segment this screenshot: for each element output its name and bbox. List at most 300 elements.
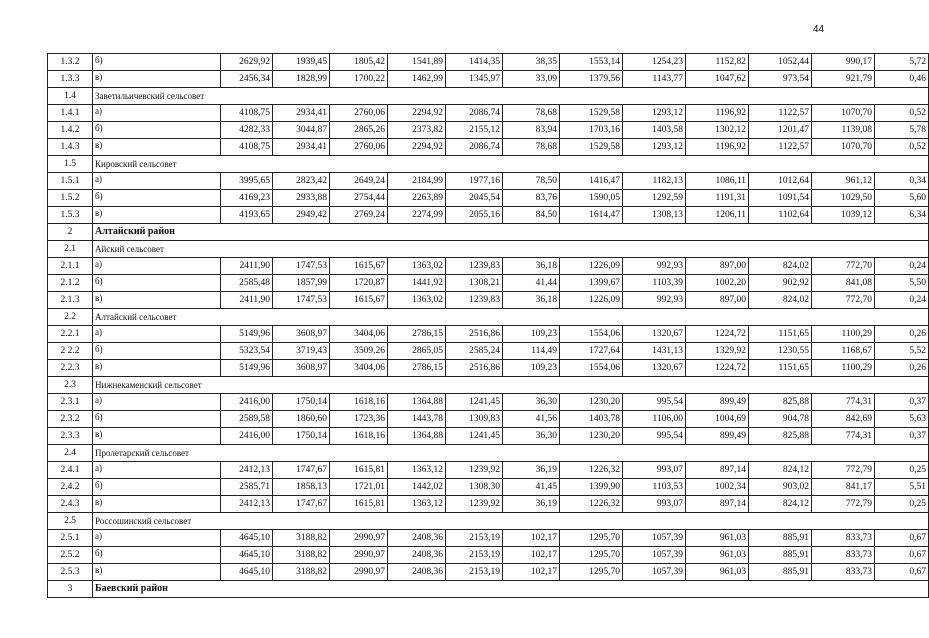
value-cell: 0,25 (875, 496, 929, 513)
value-cell: 1293,12 (623, 105, 686, 122)
value-cell: 1100,29 (812, 326, 875, 343)
value-cell: 83,76 (503, 190, 560, 207)
value-cell: 3719,43 (273, 343, 330, 360)
row-code: 2.1.2 (48, 275, 93, 292)
value-cell: 1700,22 (330, 71, 388, 88)
value-cell: 824,02 (749, 258, 812, 275)
value-cell: 921,79 (812, 71, 875, 88)
row-code: 2.2.1 (48, 326, 93, 343)
row-code: 2.1 (48, 241, 93, 258)
value-cell: 1039,12 (812, 207, 875, 224)
value-cell: 1230,20 (560, 394, 623, 411)
value-cell: 1320,67 (623, 360, 686, 377)
value-cell: 3509,26 (330, 343, 388, 360)
value-cell: 2153,19 (446, 547, 503, 564)
table-row (48, 71, 929, 88)
row-code: 2.4 (48, 445, 93, 462)
value-cell: 2184,99 (388, 173, 446, 190)
value-cell: 841,17 (812, 479, 875, 496)
table-row (48, 428, 929, 445)
row-code: 1.4.1 (48, 105, 93, 122)
value-cell: 33,09 (503, 71, 560, 88)
value-cell: 1103,53 (623, 479, 686, 496)
value-cell: 36,18 (503, 258, 560, 275)
value-cell: 1226,32 (560, 496, 623, 513)
value-cell: 1805,42 (330, 54, 388, 71)
value-cell: 2411,90 (221, 258, 273, 275)
value-cell: 0,37 (875, 394, 929, 411)
value-cell: 1747,67 (273, 462, 330, 479)
value-cell: 2786,15 (388, 360, 446, 377)
row-label: а) (93, 530, 221, 547)
value-cell: 1293,12 (623, 139, 686, 156)
value-cell: 833,73 (812, 547, 875, 564)
value-cell: 1308,21 (446, 275, 503, 292)
value-cell: 841,08 (812, 275, 875, 292)
value-cell: 1363,02 (388, 258, 446, 275)
value-cell: 1403,78 (560, 411, 623, 428)
row-label: а) (93, 394, 221, 411)
value-cell: 114,49 (503, 343, 560, 360)
value-cell: 1703,16 (560, 122, 623, 139)
value-cell: 995,54 (623, 428, 686, 445)
row-code: 2.1.1 (48, 258, 93, 275)
value-cell: 992,93 (623, 258, 686, 275)
value-cell: 1618,16 (330, 428, 388, 445)
value-cell: 2412,13 (221, 496, 273, 513)
district-header-row (48, 224, 929, 241)
value-cell: 102,17 (503, 564, 560, 581)
value-cell: 1443,78 (388, 411, 446, 428)
value-cell: 2516,86 (446, 326, 503, 343)
value-cell: 4108,75 (221, 139, 273, 156)
value-cell: 1860,60 (273, 411, 330, 428)
value-cell: 961,12 (812, 173, 875, 190)
value-cell: 2274,99 (388, 207, 446, 224)
value-cell: 993,07 (623, 462, 686, 479)
value-cell: 1047,62 (686, 71, 749, 88)
value-cell: 41,56 (503, 411, 560, 428)
row-label: в) (93, 428, 221, 445)
row-code: 1.5.1 (48, 173, 93, 190)
table-row (48, 122, 929, 139)
row-label: а) (93, 258, 221, 275)
value-cell: 1295,70 (560, 530, 623, 547)
settlement-header-row (48, 377, 929, 394)
value-cell: 1414,35 (446, 54, 503, 71)
value-cell: 2294,92 (388, 105, 446, 122)
value-cell: 3188,82 (273, 547, 330, 564)
row-label: а) (93, 173, 221, 190)
row-label: б) (93, 411, 221, 428)
value-cell: 1553,14 (560, 54, 623, 71)
settlement-header-row (48, 156, 929, 173)
value-cell: 4169,23 (221, 190, 273, 207)
value-cell: 1721,01 (330, 479, 388, 496)
row-label: б) (93, 479, 221, 496)
table-row (48, 462, 929, 479)
value-cell: 1590,05 (560, 190, 623, 207)
value-cell: 1226,32 (560, 462, 623, 479)
row-label: в) (93, 564, 221, 581)
row-label: б) (93, 343, 221, 360)
value-cell: 1554,06 (560, 326, 623, 343)
value-cell: 2865,26 (330, 122, 388, 139)
row-code: 2.5.3 (48, 564, 93, 581)
value-cell: 1442,02 (388, 479, 446, 496)
page-number: 44 (813, 24, 825, 35)
row-code: 2.4.2 (48, 479, 93, 496)
row-code: 1.4 (48, 88, 93, 105)
value-cell: 961,03 (686, 547, 749, 564)
value-cell: 1070,70 (812, 139, 875, 156)
row-label: а) (93, 105, 221, 122)
settlement-header-row (48, 309, 929, 326)
value-cell: 825,88 (749, 394, 812, 411)
value-cell: 78,68 (503, 105, 560, 122)
value-cell: 992,93 (623, 292, 686, 309)
value-cell: 2585,24 (446, 343, 503, 360)
value-cell: 2990,97 (330, 530, 388, 547)
table-row (48, 343, 929, 360)
value-cell: 5149,96 (221, 326, 273, 343)
settlement-header-row (48, 513, 929, 530)
value-cell: 1241,45 (446, 394, 503, 411)
value-cell: 1308,30 (446, 479, 503, 496)
value-cell: 1122,57 (749, 105, 812, 122)
value-cell: 885,91 (749, 530, 812, 547)
value-cell: 1152,82 (686, 54, 749, 71)
table-row (48, 173, 929, 190)
row-label: в) (93, 139, 221, 156)
row-label: в) (93, 496, 221, 513)
value-cell: 36,19 (503, 462, 560, 479)
row-code: 2 2.2 (48, 343, 93, 360)
value-cell: 1206,11 (686, 207, 749, 224)
value-cell: 1191,31 (686, 190, 749, 207)
value-cell: 2153,19 (446, 564, 503, 581)
value-cell: 961,03 (686, 564, 749, 581)
row-code: 2 (48, 224, 93, 241)
value-cell: 0,67 (875, 547, 929, 564)
value-cell: 2408,36 (388, 547, 446, 564)
value-cell: 2408,36 (388, 564, 446, 581)
value-cell: 2589,58 (221, 411, 273, 428)
value-cell: 1364,88 (388, 394, 446, 411)
table-row (48, 139, 929, 156)
value-cell: 1541,89 (388, 54, 446, 71)
value-cell: 2412,13 (221, 462, 273, 479)
row-code: 2.4.1 (48, 462, 93, 479)
value-cell: 1720,87 (330, 275, 388, 292)
value-cell: 1196,92 (686, 139, 749, 156)
value-cell: 772,79 (812, 496, 875, 513)
value-cell: 1462,99 (388, 71, 446, 88)
value-cell: 2155,12 (446, 122, 503, 139)
value-cell: 973,54 (749, 71, 812, 88)
value-cell: 2408,36 (388, 530, 446, 547)
district-name: Баевский район (93, 581, 929, 598)
value-cell: 4282,33 (221, 122, 273, 139)
value-cell: 1345,97 (446, 71, 503, 88)
value-cell: 1363,12 (388, 462, 446, 479)
row-code: 1.4.2 (48, 122, 93, 139)
table-row (48, 479, 929, 496)
settlement-name: Россошинский сельсовет (93, 513, 929, 530)
value-cell: 102,17 (503, 547, 560, 564)
table-row (48, 190, 929, 207)
value-cell: 961,03 (686, 530, 749, 547)
value-cell: 1230,55 (749, 343, 812, 360)
value-cell: 4193,65 (221, 207, 273, 224)
value-cell: 1295,70 (560, 564, 623, 581)
value-cell: 2086,74 (446, 105, 503, 122)
value-cell: 5149,96 (221, 360, 273, 377)
value-cell: 1151,65 (749, 360, 812, 377)
value-cell: 772,70 (812, 292, 875, 309)
row-code: 1.3.3 (48, 71, 93, 88)
value-cell: 2934,41 (273, 139, 330, 156)
value-cell: 2263,89 (388, 190, 446, 207)
value-cell: 1239,83 (446, 292, 503, 309)
table-row (48, 496, 929, 513)
table-row (48, 547, 929, 564)
table-row (48, 105, 929, 122)
row-code: 2.3.3 (48, 428, 93, 445)
value-cell: 2456,34 (221, 71, 273, 88)
value-cell: 903,02 (749, 479, 812, 496)
value-cell: 109,23 (503, 360, 560, 377)
value-cell: 2760,06 (330, 139, 388, 156)
settlement-name: Заветильичевский сельсовет (93, 88, 929, 105)
value-cell: 38,35 (503, 54, 560, 71)
value-cell: 2769,24 (330, 207, 388, 224)
value-cell: 2990,97 (330, 564, 388, 581)
value-cell: 5,78 (875, 122, 929, 139)
value-cell: 2373,82 (388, 122, 446, 139)
value-cell: 2990,97 (330, 547, 388, 564)
value-cell: 1057,39 (623, 564, 686, 581)
table-row (48, 292, 929, 309)
row-code: 2.2 (48, 309, 93, 326)
row-code: 1.3.2 (48, 54, 93, 71)
value-cell: 1224,72 (686, 360, 749, 377)
value-cell: 0,67 (875, 564, 929, 581)
value-cell: 897,14 (686, 462, 749, 479)
table-row (48, 258, 929, 275)
value-cell: 902,92 (749, 275, 812, 292)
value-cell: 772,70 (812, 258, 875, 275)
value-cell: 824,12 (749, 462, 812, 479)
value-cell: 0,37 (875, 428, 929, 445)
value-cell: 1399,67 (560, 275, 623, 292)
value-cell: 36,30 (503, 394, 560, 411)
value-cell: 1441,92 (388, 275, 446, 292)
value-cell: 1615,81 (330, 496, 388, 513)
value-cell: 1554,06 (560, 360, 623, 377)
value-cell: 1363,12 (388, 496, 446, 513)
value-cell: 1239,92 (446, 462, 503, 479)
row-label: б) (93, 547, 221, 564)
value-cell: 0,46 (875, 71, 929, 88)
value-cell: 2585,48 (221, 275, 273, 292)
value-cell: 78,68 (503, 139, 560, 156)
row-code: 2.4.3 (48, 496, 93, 513)
row-code: 2.5.1 (48, 530, 93, 547)
value-cell: 2055,16 (446, 207, 503, 224)
value-cell: 2416,00 (221, 428, 273, 445)
value-cell: 2754,44 (330, 190, 388, 207)
value-cell: 1002,34 (686, 479, 749, 496)
row-code: 2.3.2 (48, 411, 93, 428)
value-cell: 1363,02 (388, 292, 446, 309)
value-cell: 4645,10 (221, 530, 273, 547)
value-cell: 41,45 (503, 479, 560, 496)
row-code: 2.5.2 (48, 547, 93, 564)
value-cell: 1828,99 (273, 71, 330, 88)
value-cell: 2649,24 (330, 173, 388, 190)
value-cell: 2934,41 (273, 105, 330, 122)
value-cell: 2786,15 (388, 326, 446, 343)
value-cell: 825,88 (749, 428, 812, 445)
value-cell: 1727,64 (560, 343, 623, 360)
value-cell: 5,60 (875, 190, 929, 207)
value-cell: 1295,70 (560, 547, 623, 564)
value-cell: 1029,50 (812, 190, 875, 207)
value-cell: 36,30 (503, 428, 560, 445)
value-cell: 41,44 (503, 275, 560, 292)
row-label: в) (93, 360, 221, 377)
value-cell: 842,69 (812, 411, 875, 428)
table-row (48, 275, 929, 292)
value-cell: 1750,14 (273, 428, 330, 445)
value-cell: 2865,05 (388, 343, 446, 360)
district-name: Алтайский район (93, 224, 929, 241)
value-cell: 0,25 (875, 462, 929, 479)
value-cell: 774,31 (812, 394, 875, 411)
value-cell: 2585,71 (221, 479, 273, 496)
value-cell: 824,02 (749, 292, 812, 309)
value-cell: 1241,45 (446, 428, 503, 445)
value-cell: 897,00 (686, 292, 749, 309)
value-cell: 3188,82 (273, 564, 330, 581)
value-cell: 1308,13 (623, 207, 686, 224)
value-cell: 1139,08 (812, 122, 875, 139)
tariff-table (47, 53, 929, 598)
value-cell: 1399,90 (560, 479, 623, 496)
value-cell: 0,52 (875, 139, 929, 156)
value-cell: 774,31 (812, 428, 875, 445)
value-cell: 1002,20 (686, 275, 749, 292)
value-cell: 1254,23 (623, 54, 686, 71)
value-cell: 2294,92 (388, 139, 446, 156)
value-cell: 1857,99 (273, 275, 330, 292)
value-cell: 4645,10 (221, 547, 273, 564)
value-cell: 1012,64 (749, 173, 812, 190)
row-code: 1.5 (48, 156, 93, 173)
value-cell: 1615,81 (330, 462, 388, 479)
table-row (48, 394, 929, 411)
value-cell: 3044,87 (273, 122, 330, 139)
value-cell: 1122,57 (749, 139, 812, 156)
value-cell: 1292,59 (623, 190, 686, 207)
row-code: 1.5.3 (48, 207, 93, 224)
value-cell: 2086,74 (446, 139, 503, 156)
value-cell: 1057,39 (623, 547, 686, 564)
value-cell: 1103,39 (623, 275, 686, 292)
row-code: 1.5.2 (48, 190, 93, 207)
value-cell: 1230,20 (560, 428, 623, 445)
value-cell: 1329,92 (686, 343, 749, 360)
value-cell: 2949,42 (273, 207, 330, 224)
value-cell: 2760,06 (330, 105, 388, 122)
value-cell: 993,07 (623, 496, 686, 513)
table-row (48, 326, 929, 343)
value-cell: 3404,06 (330, 360, 388, 377)
value-cell: 0,24 (875, 292, 929, 309)
value-cell: 5,52 (875, 343, 929, 360)
row-code: 3 (48, 581, 93, 598)
table-row (48, 54, 929, 71)
value-cell: 1723,36 (330, 411, 388, 428)
value-cell: 772,79 (812, 462, 875, 479)
value-cell: 102,17 (503, 530, 560, 547)
value-cell: 3404,06 (330, 326, 388, 343)
row-code: 2.3.1 (48, 394, 93, 411)
value-cell: 1403,58 (623, 122, 686, 139)
value-cell: 2045,54 (446, 190, 503, 207)
row-label: б) (93, 275, 221, 292)
settlement-header-row (48, 241, 929, 258)
row-code: 2.5 (48, 513, 93, 530)
table-row (48, 207, 929, 224)
value-cell: 84,50 (503, 207, 560, 224)
value-cell: 36,18 (503, 292, 560, 309)
value-cell: 36,19 (503, 496, 560, 513)
value-cell: 833,73 (812, 564, 875, 581)
value-cell: 824,12 (749, 496, 812, 513)
value-cell: 1057,39 (623, 530, 686, 547)
value-cell: 2153,19 (446, 530, 503, 547)
value-cell: 1106,00 (623, 411, 686, 428)
value-cell: 897,00 (686, 258, 749, 275)
row-label: в) (93, 292, 221, 309)
value-cell: 0,34 (875, 173, 929, 190)
row-code: 2.3 (48, 377, 93, 394)
value-cell: 83,94 (503, 122, 560, 139)
value-cell: 1102,64 (749, 207, 812, 224)
row-label: а) (93, 462, 221, 479)
value-cell: 1747,53 (273, 258, 330, 275)
value-cell: 833,73 (812, 530, 875, 547)
value-cell: 2416,00 (221, 394, 273, 411)
settlement-header-row (48, 88, 929, 105)
row-code: 2.1.3 (48, 292, 93, 309)
value-cell: 1320,67 (623, 326, 686, 343)
row-label: б) (93, 54, 221, 71)
value-cell: 1529,58 (560, 139, 623, 156)
value-cell: 1750,14 (273, 394, 330, 411)
value-cell: 1226,09 (560, 292, 623, 309)
value-cell: 3608,97 (273, 360, 330, 377)
value-cell: 5,50 (875, 275, 929, 292)
value-cell: 5,63 (875, 411, 929, 428)
value-cell: 2933,88 (273, 190, 330, 207)
value-cell: 2516,86 (446, 360, 503, 377)
value-cell: 4645,10 (221, 564, 273, 581)
settlement-name: Нижнекаменский сельсовет (93, 377, 929, 394)
value-cell: 0,67 (875, 530, 929, 547)
